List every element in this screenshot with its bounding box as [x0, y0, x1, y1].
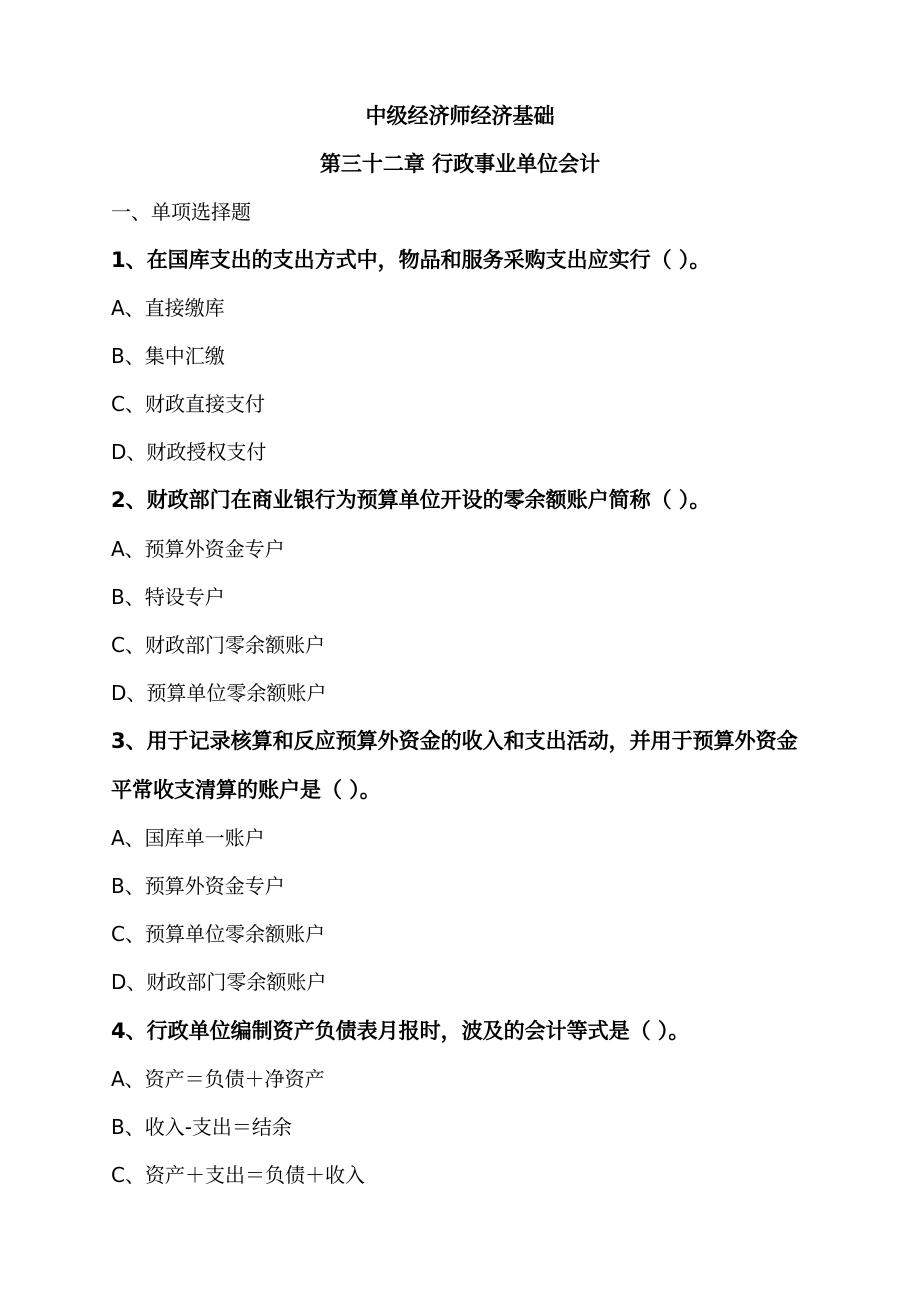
- question-2-option-b: B、特设专户: [111, 585, 225, 609]
- question-3-option-c: C、预算单位零余额账户: [111, 922, 325, 946]
- question-3-option-b: B、预算外资金专户: [111, 874, 285, 898]
- question-1-option-c: C、财政直接支付: [111, 392, 265, 416]
- question-4-stem: 4、行政单位编制资产负债表月报时，波及的会计等式是（ ）。: [111, 1019, 690, 1043]
- question-1-option-a: A、直接缴库: [111, 296, 225, 320]
- question-3-option-d: D、财政部门零余额账户: [111, 970, 327, 994]
- question-3-option-a: A、国库单一账户: [111, 826, 265, 850]
- document-title: 中级经济师经济基础: [365, 104, 555, 128]
- question-1-stem: 1、在国库支出的支出方式中，物品和服务采购支出应实行（ ）。: [111, 248, 711, 272]
- question-1-option-d: D、财政授权支付: [111, 440, 267, 464]
- question-2-option-d: D、预算单位零余额账户: [111, 681, 327, 705]
- question-1-option-b: B、集中汇缴: [111, 344, 225, 368]
- chapter-title: 第三十二章 行政事业单位会计: [319, 152, 601, 176]
- section-heading: 一、单项选择题: [111, 200, 251, 224]
- question-4-option-b: B、收入-支出＝结余: [111, 1115, 292, 1139]
- question-4-option-a: A、资产＝负债＋净资产: [111, 1067, 325, 1091]
- question-4-option-c: C、资产＋支出＝负债＋收入: [111, 1163, 365, 1187]
- question-2-option-a: A、预算外资金专户: [111, 537, 285, 561]
- question-2-stem: 2、财政部门在商业银行为预算单位开设的零余额账户简称（ ）。: [111, 488, 711, 512]
- question-2-option-c: C、财政部门零余额账户: [111, 633, 325, 657]
- question-3-stem-line-2: 平常收支清算的账户是（ ）。: [111, 778, 381, 802]
- question-3-stem-line-1: 3、用于记录核算和反应预算外资金的收入和支出活动，并用于预算外资金: [111, 729, 798, 753]
